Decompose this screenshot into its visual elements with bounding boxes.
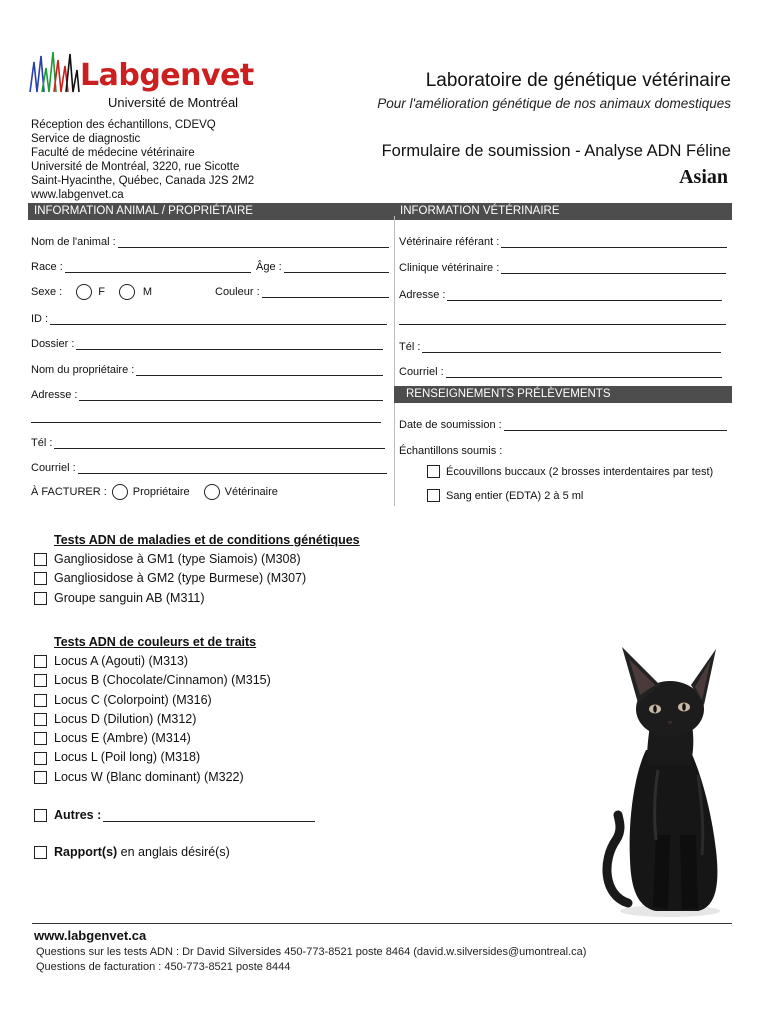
animal-name-field[interactable]	[31, 236, 389, 248]
submission-date-input[interactable]	[504, 419, 727, 431]
footer-billing-contact: Questions de facturation : 450-773-8521 poste 8444	[36, 961, 291, 973]
form-title: Formulaire de soumission - Analyse ADN Féline	[381, 142, 731, 160]
billing-label: À FACTURER :	[31, 486, 107, 498]
test-locus-c[interactable]	[34, 691, 271, 710]
owner-email-label: Courriel :	[31, 462, 76, 474]
samples-label: Échantillons soumis :	[399, 445, 503, 457]
owner-phone-label: Tél :	[31, 437, 53, 449]
clinic-input[interactable]	[501, 262, 726, 274]
lab-subtitle: Pour l'amélioration génétique de nos animaux domestiques	[377, 96, 731, 111]
animal-owner-header: INFORMATION ANIMAL / PROPRIÉTAIRE	[28, 203, 394, 220]
owner-name-input[interactable]	[136, 364, 383, 376]
vet-phone-input[interactable]	[422, 341, 721, 353]
sex-m-radio[interactable]	[119, 284, 135, 300]
test-locus-c-checkbox[interactable]	[34, 694, 47, 707]
black-cat-photo	[598, 645, 738, 920]
test-locus-e-label: Locus E (Ambre) (M314)	[54, 731, 191, 746]
vet-address-field[interactable]	[399, 289, 722, 301]
age-label: Âge :	[256, 261, 282, 273]
website-link[interactable]: www.labgenvet.ca	[31, 189, 124, 201]
test-gm2[interactable]	[34, 569, 306, 588]
color-input[interactable]	[262, 286, 389, 298]
age-field[interactable]	[256, 261, 389, 273]
owner-name-field[interactable]	[31, 364, 383, 376]
logo-text: Labgenvet	[80, 58, 254, 93]
id-field[interactable]	[31, 313, 387, 325]
owner-address-field[interactable]	[31, 389, 383, 401]
blood-label: Sang entier (EDTA) 2 à 5 ml	[446, 489, 584, 502]
address-line: Saint-Hyacinthe, Québec, Canada J2S 2M2	[31, 175, 255, 187]
animal-name-input[interactable]	[118, 236, 389, 248]
test-locus-a-checkbox[interactable]	[34, 655, 47, 668]
owner-email-field[interactable]	[31, 462, 387, 474]
trait-tests-list	[34, 652, 271, 787]
owner-phone-input[interactable]	[54, 437, 385, 449]
disease-tests-list	[34, 550, 306, 608]
owner-address-input[interactable]	[79, 389, 383, 401]
test-gm2-label: Gangliosidose à GM2 (type Burmese) (M307)	[54, 571, 307, 586]
test-locus-w[interactable]	[34, 768, 271, 787]
column-divider	[394, 216, 395, 506]
billing-vet-radio[interactable]	[204, 484, 220, 500]
age-input[interactable]	[284, 261, 389, 273]
file-input[interactable]	[76, 338, 383, 350]
animal-name-label: Nom de l'animal :	[31, 236, 116, 248]
test-blood-group-label: Groupe sanguin AB (M311)	[54, 590, 205, 605]
file-label: Dossier :	[31, 338, 75, 350]
english-report-label: en anglais désiré(s)	[117, 845, 230, 859]
vet-phone-label: Tél :	[399, 341, 421, 353]
swab-label: Écouvillons buccaux (2 brosses interdentaires par test)	[446, 465, 714, 478]
logo-subtitle: Université de Montréal	[108, 95, 239, 110]
dna-peaks-icon	[28, 48, 80, 94]
swab-checkbox[interactable]	[427, 465, 440, 478]
vet-address-line2[interactable]	[399, 313, 726, 325]
clinic-field[interactable]	[399, 262, 726, 274]
billing-owner-radio[interactable]	[112, 484, 128, 500]
breed-title: Asian	[679, 166, 728, 188]
vet-email-label: Courriel :	[399, 366, 444, 378]
sex-f-label: F	[98, 286, 105, 298]
test-locus-d-label: Locus D (Dilution) (M312)	[54, 711, 197, 726]
vet-email-field[interactable]	[399, 366, 722, 378]
sampling-header: RENSEIGNEMENTS PRÉLÈVEMENTS	[394, 386, 732, 403]
other-tests-checkbox[interactable]	[34, 809, 47, 822]
address-line: Service de diagnostic	[31, 133, 141, 145]
footer-dna-contact: Questions sur les tests ADN : Dr David Silversides 450-773-8521 poste 8464 (david.w.silversides@umontreal.ca)	[36, 946, 587, 958]
referring-vet-field[interactable]	[399, 236, 727, 248]
logo	[28, 48, 254, 112]
owner-phone-field[interactable]	[31, 437, 385, 449]
color-label: Couleur :	[215, 286, 260, 298]
race-label: Race :	[31, 261, 63, 273]
footer-divider	[32, 923, 732, 924]
billing-field	[31, 484, 278, 500]
vet-phone-field[interactable]	[399, 341, 721, 353]
test-locus-b-checkbox[interactable]	[34, 674, 47, 687]
id-label: ID :	[31, 313, 49, 325]
test-locus-b[interactable]	[34, 671, 271, 690]
test-gm1-label: Gangliosidose à GM1 (type Siamois) (M308)	[54, 552, 301, 566]
test-locus-e[interactable]	[34, 729, 271, 748]
billing-vet-label: Vétérinaire	[224, 486, 278, 498]
english-report-checkbox[interactable]	[34, 846, 47, 859]
submission-date-field[interactable]	[399, 419, 727, 431]
blood-option[interactable]	[427, 489, 583, 502]
referring-vet-label: Vétérinaire référant :	[399, 236, 500, 248]
address-line: Réception des échantillons, CDEVQ	[31, 119, 216, 131]
test-locus-d-checkbox[interactable]	[34, 713, 47, 726]
owner-name-label: Nom du propriétaire :	[31, 364, 135, 376]
test-blood-group-checkbox[interactable]	[34, 592, 47, 605]
test-locus-e-checkbox[interactable]	[34, 732, 47, 745]
clinic-label: Clinique vétérinaire :	[399, 262, 500, 274]
owner-email-input[interactable]	[78, 462, 387, 474]
billing-owner-label: Propriétaire	[132, 486, 190, 498]
other-tests-label: Autres :	[54, 808, 102, 822]
owner-address-line2[interactable]	[31, 411, 381, 423]
submission-date-label: Date de soumission :	[399, 419, 502, 431]
english-report-bold: Rapport(s)	[54, 845, 118, 859]
test-locus-l-label: Locus L (Poil long) (M318)	[54, 750, 201, 765]
test-gm2-checkbox[interactable]	[34, 572, 47, 585]
sex-label: Sexe :	[31, 286, 63, 298]
id-input[interactable]	[50, 313, 387, 325]
vet-address-input[interactable]	[447, 289, 722, 301]
sex-field	[31, 284, 152, 300]
test-locus-l-checkbox[interactable]	[34, 752, 47, 765]
test-locus-c-label: Locus C (Colorpoint) (M316)	[54, 692, 212, 707]
blood-checkbox[interactable]	[427, 489, 440, 502]
veterinary-header: INFORMATION VÉTÉRINAIRE	[394, 203, 732, 220]
other-tests-input[interactable]	[103, 809, 315, 822]
test-locus-w-label: Locus W (Blanc dominant) (M322)	[54, 769, 244, 784]
swab-option[interactable]	[427, 465, 713, 478]
test-locus-a[interactable]	[34, 652, 271, 671]
english-report-option[interactable]	[34, 845, 230, 859]
sex-m-label: M	[142, 286, 153, 298]
test-gm1-checkbox[interactable]	[34, 553, 47, 566]
vet-email-input[interactable]	[446, 366, 722, 378]
sex-f-radio[interactable]	[76, 284, 92, 300]
test-locus-b-label: Locus B (Chocolate/Cinnamon) (M315)	[54, 673, 271, 688]
address-block	[31, 118, 254, 202]
trait-tests-title: Tests ADN de couleurs et de traits	[54, 635, 257, 649]
owner-address-label: Adresse :	[31, 389, 78, 401]
test-gm1[interactable]	[34, 550, 306, 569]
test-locus-d[interactable]	[34, 710, 271, 729]
test-locus-a-label: Locus A (Agouti) (M313)	[54, 654, 189, 668]
test-locus-w-checkbox[interactable]	[34, 771, 47, 784]
referring-vet-input[interactable]	[501, 236, 727, 248]
file-field[interactable]	[31, 338, 383, 350]
vet-address-label: Adresse :	[399, 289, 446, 301]
test-locus-l[interactable]	[34, 748, 271, 767]
test-blood-group[interactable]	[34, 589, 306, 608]
other-tests-field[interactable]	[34, 808, 315, 822]
lab-title: Laboratoire de génétique vétérinaire	[425, 70, 731, 91]
color-field[interactable]	[215, 286, 389, 298]
footer-website-link[interactable]: www.labgenvet.ca	[34, 928, 147, 943]
disease-tests-title: Tests ADN de maladies et de conditions génétiques	[54, 533, 360, 547]
address-line: Université de Montréal, 3220, rue Sicotte	[31, 161, 240, 173]
address-line: Faculté de médecine vétérinaire	[31, 147, 195, 159]
race-input[interactable]	[65, 261, 251, 273]
race-field[interactable]	[31, 261, 251, 273]
